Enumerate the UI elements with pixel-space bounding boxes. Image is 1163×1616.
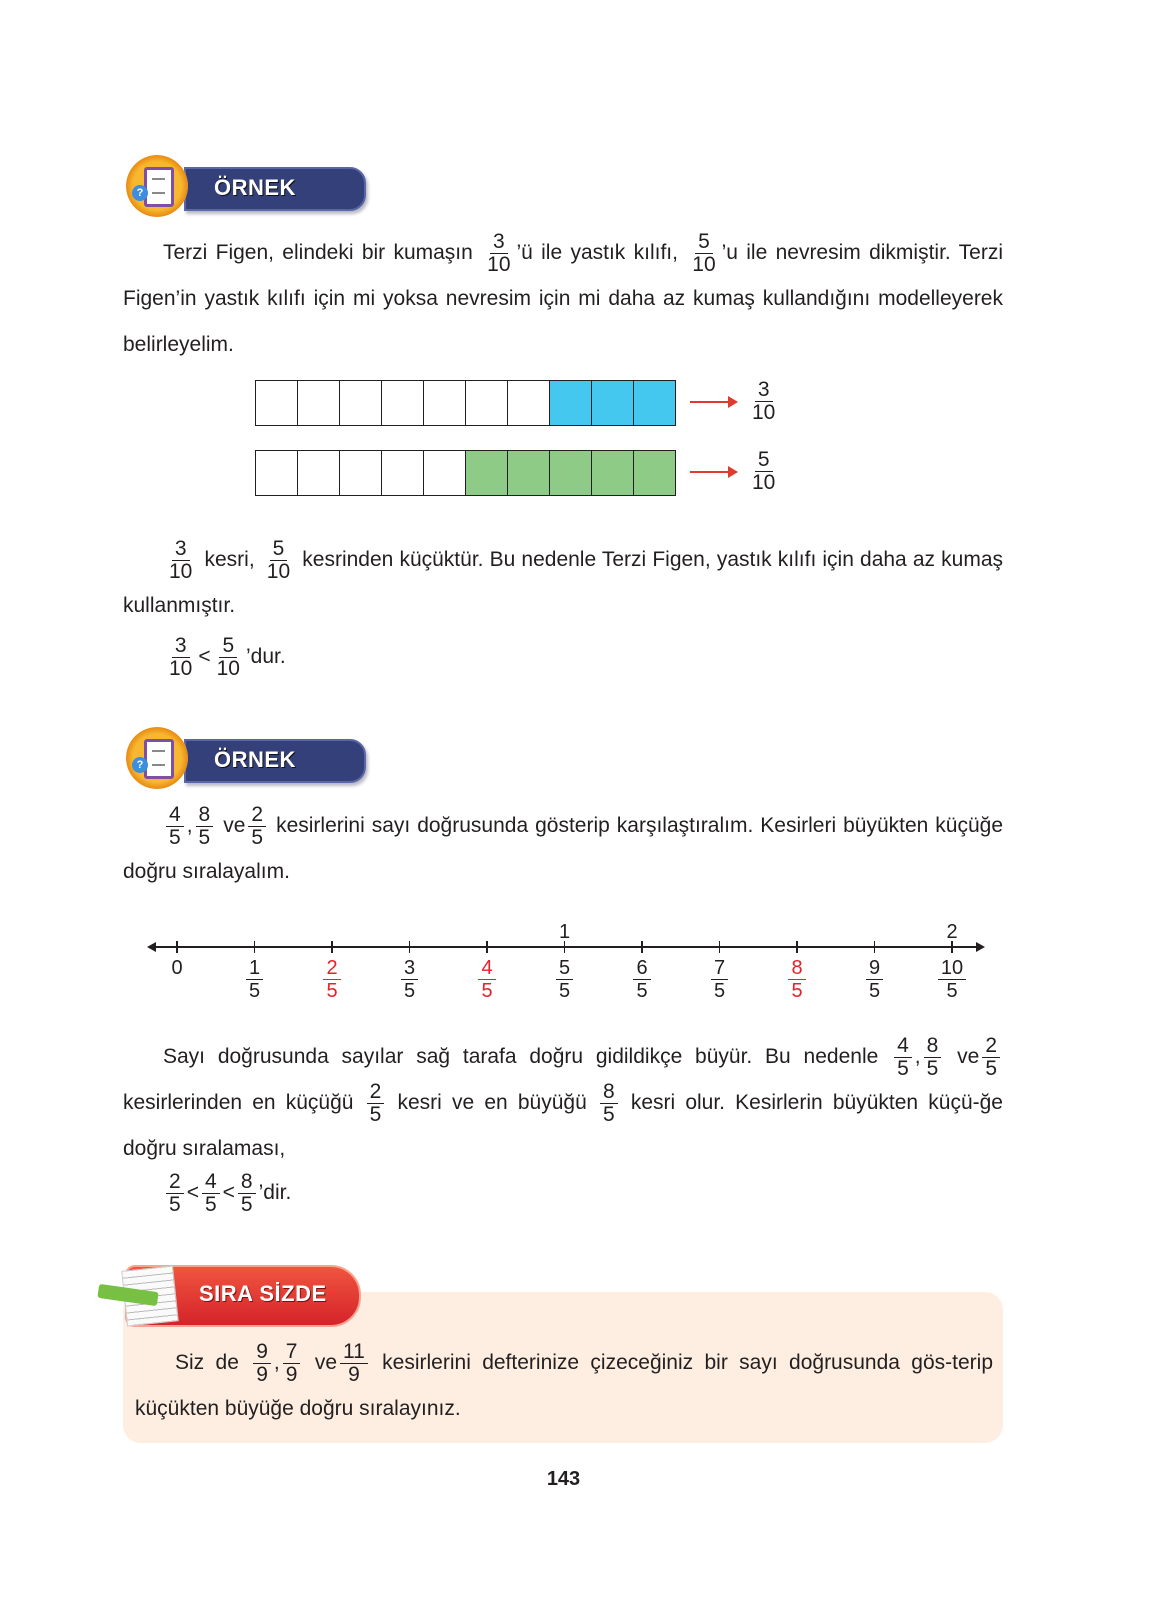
tick-mark <box>796 941 798 953</box>
fraction: $\frac{2}{5}$ <box>367 1081 385 1126</box>
text: kesirlerini sayı doğrusunda gösterip karşılaştıralım. Kesirleri büyükten küçüğe doğru sıralayalım. <box>123 814 1004 883</box>
shaded-cell <box>466 451 508 495</box>
fraction: $\frac{11}{9}$ <box>340 1341 368 1386</box>
empty-cell <box>298 451 340 495</box>
tick-label: $\frac{7}{5}$ <box>700 957 740 1002</box>
text: ’dir. <box>258 1181 292 1204</box>
notebook-pencil-icon <box>112 1266 182 1326</box>
tick-label: $\frac{10}{5}$ <box>932 957 972 1002</box>
fraction: $\frac{5}{10}$ <box>266 536 291 583</box>
tick-label: $\frac{9}{5}$ <box>855 957 895 1002</box>
tick-mark <box>409 941 411 953</box>
clipboard-icon: ? <box>126 155 188 217</box>
fraction: $\frac{5}{10}$ <box>692 229 716 276</box>
text: , <box>186 814 193 837</box>
fraction: $\frac{9}{9}$ <box>253 1341 271 1386</box>
fraction: $\frac{8}{5}$ <box>600 1081 618 1126</box>
tick-mark <box>331 941 333 953</box>
fraction-label: $\frac{3}{10}$ <box>752 378 776 424</box>
tick-mark <box>874 941 876 953</box>
less-than: < <box>222 1181 235 1204</box>
tick-label: $\frac{1}{5}$ <box>235 957 275 1002</box>
example-badge <box>126 155 366 203</box>
text: kesirlerini defterinize çizeceğiniz bir sayı doğrusunda gös-terip küçükten büyüğe doğru sıralayınız. <box>135 1351 994 1420</box>
fraction: $\frac{8}{5}$ <box>924 1035 942 1080</box>
fraction-bar <box>255 450 676 496</box>
fraction: $\frac{3}{10}$ <box>487 229 511 276</box>
fraction: $\frac{2}{5}$ <box>248 804 266 849</box>
empty-cell <box>382 381 424 425</box>
tick-label: 0 <box>171 957 183 979</box>
shaded-cell <box>550 381 592 425</box>
number-line-axis <box>152 946 978 948</box>
empty-cell <box>466 381 508 425</box>
tick-mark <box>719 941 721 953</box>
arrow-right-icon <box>690 401 734 403</box>
less-than: < <box>198 645 211 668</box>
tick-label: $\frac{2}{5}$ <box>312 957 352 1002</box>
empty-cell <box>298 381 340 425</box>
shaded-cell <box>508 451 550 495</box>
tick-mark <box>641 941 643 953</box>
tick-mark <box>486 941 488 953</box>
fraction: $\frac{4}{5}$ <box>894 1035 912 1080</box>
text: kesri olur. Kesirlerin büyükten küçü-ğe doğru sıralaması, <box>123 1091 1003 1160</box>
tick-label: $\frac{4}{5}$ <box>467 957 507 1002</box>
fraction: $\frac{2}{5}$ <box>982 1035 1000 1080</box>
arrow-right-icon <box>976 942 985 952</box>
empty-cell <box>340 381 382 425</box>
example-badge <box>126 727 366 775</box>
text: , <box>914 1045 921 1068</box>
fraction: $\frac{2}{5}$ <box>166 1171 184 1216</box>
text: , <box>273 1351 280 1374</box>
empty-cell <box>256 381 298 425</box>
empty-cell <box>382 451 424 495</box>
tick-mark <box>176 941 178 953</box>
text: Siz de <box>175 1351 239 1374</box>
text: ve <box>957 1045 980 1068</box>
empty-cell <box>424 381 466 425</box>
shaded-cell <box>592 451 634 495</box>
fraction: $\frac{4}{5}$ <box>166 804 184 849</box>
empty-cell <box>340 451 382 495</box>
fraction: $\frac{3}{10}$ <box>169 633 193 680</box>
example2-question <box>123 803 1003 895</box>
page-number: 143 <box>546 1468 581 1490</box>
fraction: $\frac{4}{5}$ <box>202 1171 220 1216</box>
whole-number-label: 1 <box>558 921 571 943</box>
text: ve <box>314 1351 337 1374</box>
tick-label: $\frac{3}{5}$ <box>390 957 430 1002</box>
tick-mark <box>254 941 256 953</box>
text: kesri ve en büyüğü <box>397 1091 587 1114</box>
text: kesirlerinden en küçüğü <box>123 1091 354 1114</box>
sira-sizde-label: SIRA SİZDE <box>199 1281 327 1306</box>
text: Terzi Figen, elindeki bir kumaşın <box>163 241 473 264</box>
empty-cell <box>256 451 298 495</box>
clipboard-icon: ? <box>126 727 188 789</box>
text: ’dur. <box>245 645 286 668</box>
text: kesri, <box>204 548 255 571</box>
example-badge-label: ÖRNEK <box>214 747 296 772</box>
fraction-label: $\frac{5}{10}$ <box>752 448 776 494</box>
whole-number-label: 2 <box>946 921 958 943</box>
example2-explanation <box>123 1034 1003 1172</box>
fraction: $\frac{3}{10}$ <box>169 536 193 583</box>
example1-question <box>123 230 1003 368</box>
shaded-cell <box>550 451 592 495</box>
text: ve <box>223 814 246 837</box>
example-badge-label: ÖRNEK <box>214 175 296 200</box>
tick-label: $\frac{8}{5}$ <box>777 957 817 1002</box>
shaded-cell <box>592 381 634 425</box>
fraction-bar <box>255 380 676 426</box>
sira-sizde-task <box>135 1340 993 1432</box>
tick-label: $\frac{6}{5}$ <box>622 957 662 1002</box>
example1-conclusion <box>123 537 1003 629</box>
text: Sayı doğrusunda sayılar sağ tarafa doğru gidildikçe büyür. Bu nedenle <box>163 1045 879 1068</box>
shaded-cell <box>634 381 675 425</box>
less-than: < <box>186 1181 199 1204</box>
empty-cell <box>508 381 550 425</box>
shaded-cell <box>634 451 675 495</box>
example2-inequality <box>123 1170 1003 1216</box>
fraction: $\frac{8}{5}$ <box>238 1171 256 1216</box>
fraction: $\frac{7}{9}$ <box>283 1341 301 1386</box>
text: ’ü ile yastık kılıfı, <box>516 241 678 264</box>
example1-inequality <box>123 634 1003 680</box>
arrow-left-icon <box>147 942 156 952</box>
tick-label: $\frac{5}{5}$ <box>545 957 585 1002</box>
fraction: $\frac{5}{10}$ <box>216 633 240 680</box>
empty-cell <box>424 451 466 495</box>
text: ’u ile nevresim dikmiştir. Terzi Figen’in yastık kılıfı için mi yoksa nevresim için mi daha az kumaş kullandığını modelleyerek belirleyelim. <box>123 241 1004 356</box>
arrow-right-icon <box>690 471 734 473</box>
fraction: $\frac{8}{5}$ <box>196 804 214 849</box>
text: kesrinden küçüktür. Bu nedenle Terzi Figen, yastık kılıfı için daha az kumaş kullanmıştır. <box>123 548 1003 617</box>
